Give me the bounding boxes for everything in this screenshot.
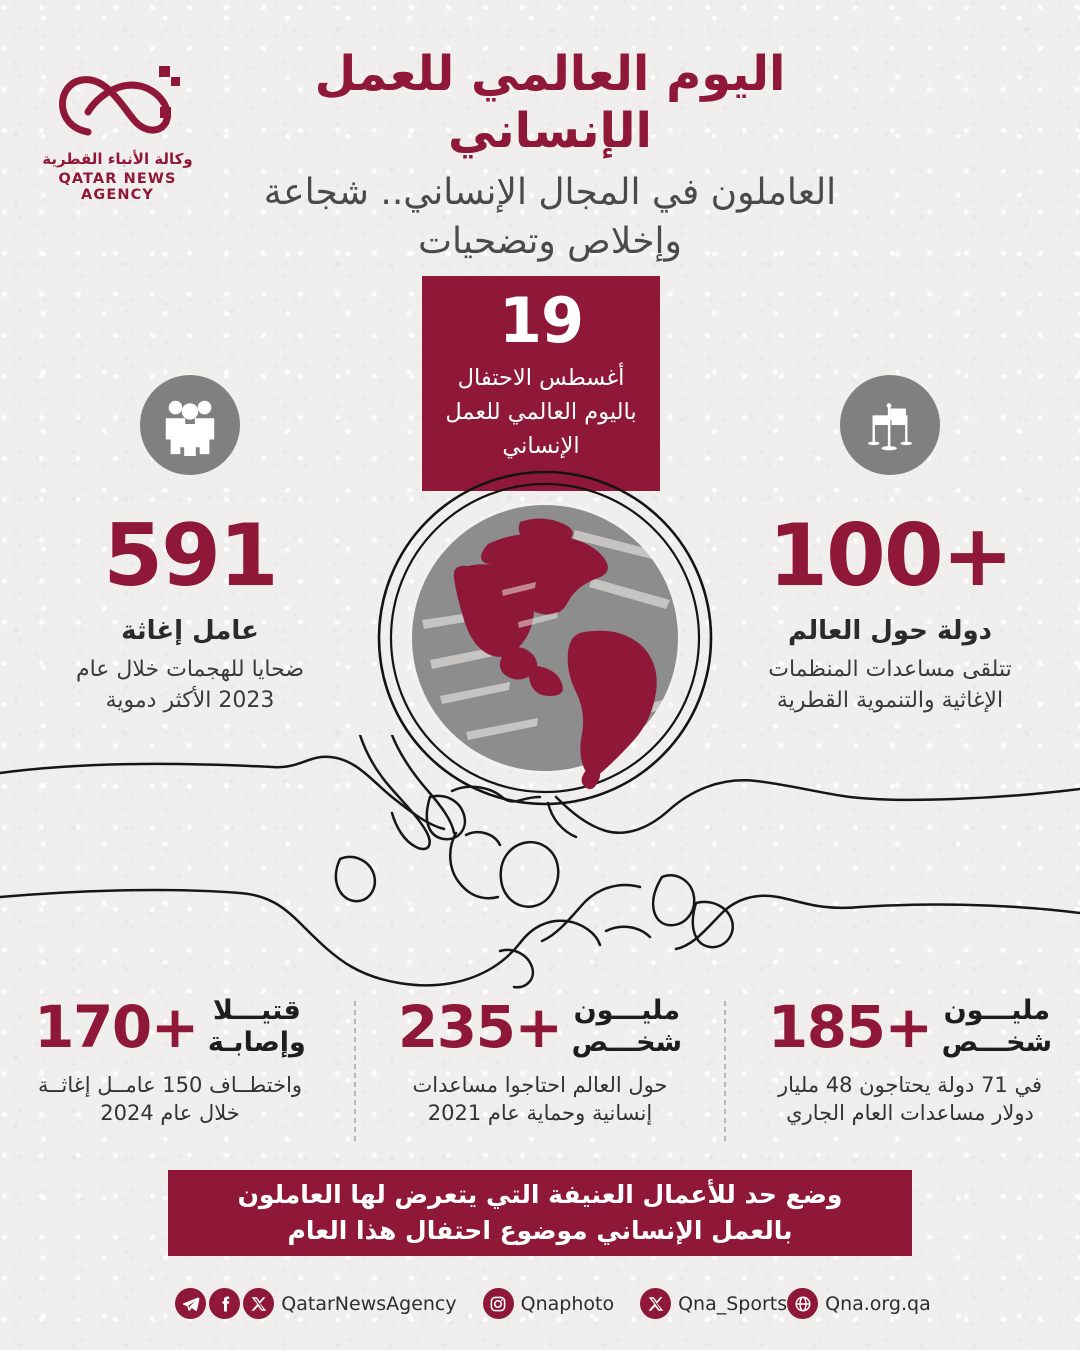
social-group-sports xyxy=(640,1288,787,1319)
stat-desc-line-1: في 71 دولة يحتاجون 48 مليار xyxy=(777,1072,1043,1097)
stat-description xyxy=(10,1071,330,1128)
three-people-icon-circle xyxy=(140,375,240,475)
globe-illustration xyxy=(370,470,720,820)
qna-atom-logo-icon xyxy=(30,54,205,149)
stat-unit xyxy=(208,995,306,1059)
stat-desc-line-1: تتلقى مساعدات المنظمات xyxy=(768,656,1012,682)
social-handle[interactable]: QatarNewsAgency xyxy=(281,1292,457,1315)
stat-number-line xyxy=(380,992,700,1061)
date-line-3: الإنساني xyxy=(502,432,580,459)
stat-divider xyxy=(710,1001,740,1141)
social-icons xyxy=(640,1288,671,1319)
date-number: 19 xyxy=(498,284,584,357)
date-line-2: باليوم العالمي للعمل xyxy=(445,398,637,425)
logo-english-name: QATAR NEWS AGENCY xyxy=(58,170,177,203)
social-group-instagram xyxy=(483,1288,614,1319)
stat-people-need-2021 xyxy=(370,992,710,1155)
page-subtitle xyxy=(220,169,880,266)
banner-line-2: بالعمل الإنساني موضوع احتفال هذا العام xyxy=(287,1216,793,1245)
stat-divider xyxy=(340,1001,370,1141)
instagram-icon[interactable] xyxy=(483,1288,514,1319)
social-group-website xyxy=(787,1288,931,1319)
theme-banner xyxy=(168,1170,912,1256)
stat-unit xyxy=(572,995,683,1059)
stat-number: 100+ xyxy=(768,506,1012,606)
stat-unit-line-1: مليـــون xyxy=(943,995,1051,1026)
stat-people-need-current xyxy=(740,992,1080,1155)
three-flags-icon-circle xyxy=(840,375,940,475)
stat-description xyxy=(380,1071,700,1128)
stat-unit-line-2: شخـــص xyxy=(571,1026,683,1058)
date-callout-box xyxy=(422,276,660,491)
facebook-icon[interactable] xyxy=(209,1288,240,1319)
stat-number-line xyxy=(10,992,330,1061)
stat-unit xyxy=(942,995,1053,1059)
banner-line-1: وضع حد للأعمال العنيفة التي يتعرض لها العاملون xyxy=(237,1179,843,1209)
social-footer xyxy=(0,1288,1080,1319)
stat-description xyxy=(725,655,1055,717)
stat-desc-line-2: 2023 الأكثر دموية xyxy=(105,687,275,713)
stat-countries xyxy=(725,375,1055,716)
subtitle-line-1: العاملون في المجال الإنساني.. شجاعة xyxy=(263,172,837,214)
stat-desc-line-2: الإغاثية والتنموية القطرية xyxy=(776,687,1004,713)
stat-unit-line-1: قتيـــلا xyxy=(212,995,301,1026)
social-icons xyxy=(787,1288,818,1319)
stat-desc-line-2: إنسانية وحماية عام 2021 xyxy=(427,1101,653,1126)
three-flags-icon xyxy=(859,394,921,456)
x-twitter-icon[interactable] xyxy=(243,1288,274,1319)
stat-number: 235+ xyxy=(397,992,562,1061)
subtitle-line-2: وإخلاص وتضحيات xyxy=(418,220,682,262)
social-handle[interactable]: Qna_Sports xyxy=(678,1292,788,1315)
date-line-1: أغسطس الاحتفال xyxy=(457,365,625,391)
three-people-icon xyxy=(159,394,221,456)
social-handle[interactable]: Qnaphoto xyxy=(520,1292,615,1315)
globe-americas-icon xyxy=(370,470,720,820)
stat-desc-line-2: دولار مساعدات العام الجاري xyxy=(786,1101,1034,1126)
stat-killed-injured xyxy=(0,992,340,1155)
social-icons xyxy=(175,1288,274,1319)
stat-unit-line-2: وإصابـة xyxy=(207,1026,306,1058)
qna-logo xyxy=(30,54,205,203)
stat-desc-line-2: خلال عام 2024 xyxy=(100,1101,240,1126)
stat-aid-workers xyxy=(25,375,355,716)
stat-number: 591 xyxy=(103,506,277,606)
stat-desc-line-1: ضحايا للهجمات خلال عام xyxy=(75,656,304,682)
social-group-main xyxy=(175,1288,456,1319)
stat-desc-line-1: واختطــاف 150 عامــل إغاثــة xyxy=(37,1072,303,1097)
stat-description xyxy=(750,1071,1070,1128)
telegram-icon[interactable] xyxy=(175,1288,206,1319)
logo-arabic-name: وكالة الأنباء القطرية xyxy=(42,150,193,168)
stat-number-line xyxy=(750,992,1070,1061)
stat-description xyxy=(25,655,355,717)
social-icons xyxy=(483,1288,514,1319)
stat-headline: دولة حول العالم xyxy=(787,616,992,646)
stat-number: 185+ xyxy=(767,992,932,1061)
stat-headline: عامل إغاثة xyxy=(121,616,259,646)
stat-desc-line-1: حول العالم احتاجوا مساعدات xyxy=(412,1072,668,1097)
globe-web-icon[interactable] xyxy=(787,1288,818,1319)
header xyxy=(0,46,1080,262)
stat-unit-line-1: مليـــون xyxy=(573,995,681,1026)
x-twitter-icon[interactable] xyxy=(640,1288,671,1319)
stat-unit-line-2: شخـــص xyxy=(941,1026,1053,1058)
bottom-stats-row xyxy=(0,992,1080,1155)
social-handle[interactable]: Qna.org.qa xyxy=(825,1292,931,1315)
stat-number: 170+ xyxy=(34,992,198,1061)
date-description xyxy=(422,362,660,463)
title-block xyxy=(220,46,880,266)
page-title: اليوم العالمي للعمل الإنساني xyxy=(314,46,786,159)
